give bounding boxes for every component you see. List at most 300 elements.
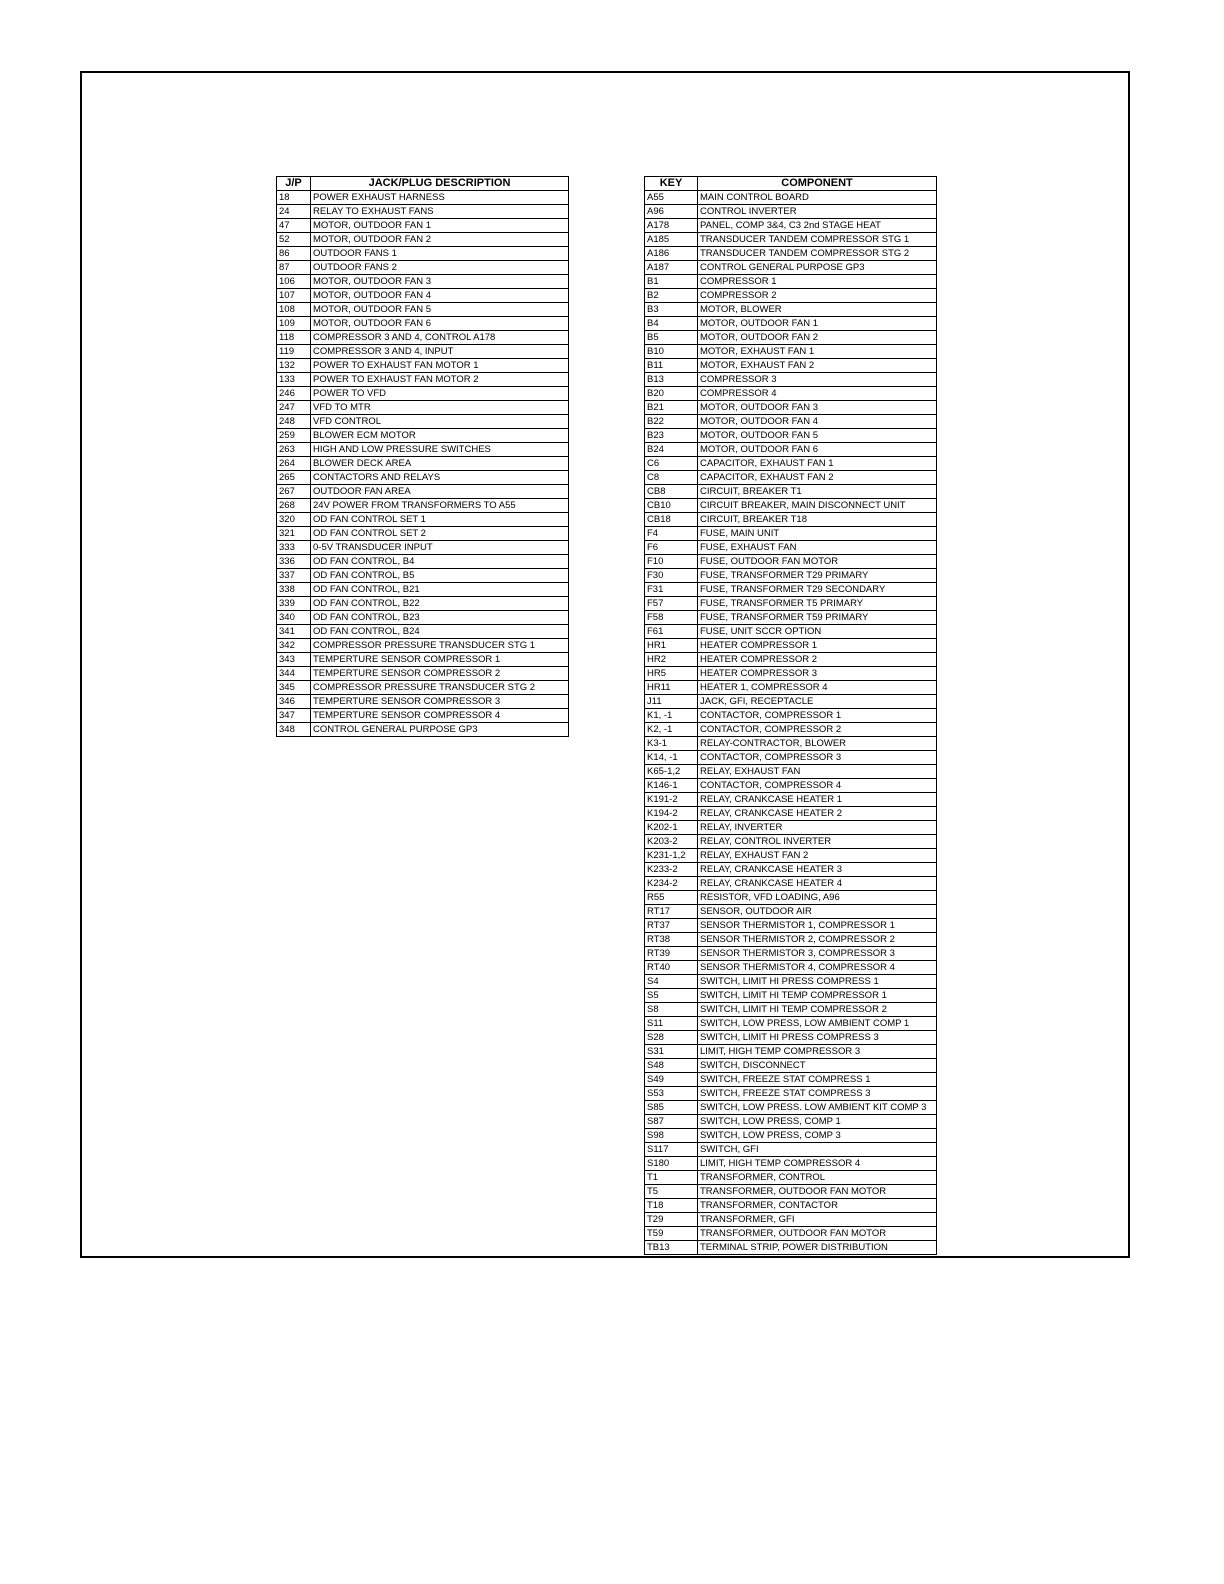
component-key-cell: A186: [645, 247, 698, 261]
component-key-cell: F31: [645, 583, 698, 597]
component-row: [645, 233, 937, 247]
jp-number-cell: 106: [277, 275, 311, 289]
component-row: [645, 905, 937, 919]
jack-plug-row: [277, 331, 569, 345]
component-key-cell: B23: [645, 429, 698, 443]
component-key-cell: T18: [645, 1199, 698, 1213]
component-key-cell: TB13: [645, 1241, 698, 1255]
component-key-cell: HR5: [645, 667, 698, 681]
component-key-cell: CB18: [645, 513, 698, 527]
component-key-cell: HR11: [645, 681, 698, 695]
jack-plug-description-cell: BLOWER ECM MOTOR: [311, 429, 569, 443]
component-description-cell: TRANSDUCER TANDEM COMPRESSOR STG 1: [698, 233, 937, 247]
component-row: [645, 429, 937, 443]
component-key-cell: S53: [645, 1087, 698, 1101]
component-description-cell: CONTACTOR, COMPRESSOR 3: [698, 751, 937, 765]
component-description-cell: COMPRESSOR 1: [698, 275, 937, 289]
component-key-cell: F4: [645, 527, 698, 541]
component-row: [645, 1003, 937, 1017]
jack-plug-row: [277, 191, 569, 205]
component-key-cell: B22: [645, 415, 698, 429]
jack-plug-description-cell: POWER TO EXHAUST FAN MOTOR 2: [311, 373, 569, 387]
jp-number-cell: 259: [277, 429, 311, 443]
jack-plug-description-cell: OUTDOOR FANS 2: [311, 261, 569, 275]
component-description-cell: CONTACTOR, COMPRESSOR 2: [698, 723, 937, 737]
component-key-cell: R55: [645, 891, 698, 905]
component-description-cell: SWITCH, LOW PRESS. LOW AMBIENT KIT COMP 3: [698, 1101, 937, 1115]
component-key-cell: F30: [645, 569, 698, 583]
jp-number-cell: 132: [277, 359, 311, 373]
component-row: [645, 555, 937, 569]
component-description-cell: JACK, GFI, RECEPTACLE: [698, 695, 937, 709]
component-description-cell: CONTACTOR, COMPRESSOR 1: [698, 709, 937, 723]
component-description-cell: MOTOR, OUTDOOR FAN 2: [698, 331, 937, 345]
jp-number-cell: 340: [277, 611, 311, 625]
component-description-cell: RELAY, CRANKCASE HEATER 4: [698, 877, 937, 891]
component-row: [645, 919, 937, 933]
jp-number-cell: 264: [277, 457, 311, 471]
component-row: [645, 1185, 937, 1199]
component-key-cell: HR2: [645, 653, 698, 667]
component-description-cell: RELAY, EXHAUST FAN: [698, 765, 937, 779]
component-key-cell: RT38: [645, 933, 698, 947]
component-row: [645, 499, 937, 513]
jack-plug-row: [277, 457, 569, 471]
component-description-cell: CIRCUIT BREAKER, MAIN DISCONNECT UNIT: [698, 499, 937, 513]
component-description-cell: FUSE, MAIN UNIT: [698, 527, 937, 541]
component-description-cell: SWITCH, DISCONNECT: [698, 1059, 937, 1073]
component-description-cell: RELAY, EXHAUST FAN 2: [698, 849, 937, 863]
component-row: [645, 359, 937, 373]
component-key-cell: F10: [645, 555, 698, 569]
component-row: [645, 723, 937, 737]
jack-plug-description-cell: MOTOR, OUTDOOR FAN 4: [311, 289, 569, 303]
jack-plug-table: [276, 176, 569, 737]
component-description-cell: SWITCH, LIMIT HI TEMP COMPRESSOR 1: [698, 989, 937, 1003]
component-key-cell: B24: [645, 443, 698, 457]
component-row: [645, 191, 937, 205]
component-description-cell: HEATER COMPRESSOR 1: [698, 639, 937, 653]
component-row: [645, 1199, 937, 1213]
jp-number-cell: 267: [277, 485, 311, 499]
component-row: [645, 835, 937, 849]
jp-number-cell: 337: [277, 569, 311, 583]
component-row: [645, 653, 937, 667]
component-description-cell: FUSE, EXHAUST FAN: [698, 541, 937, 555]
component-row: [645, 415, 937, 429]
jack-plug-row: [277, 541, 569, 555]
component-key-cell: CB10: [645, 499, 698, 513]
jack-plug-row: [277, 415, 569, 429]
jack-plug-row: [277, 261, 569, 275]
component-row: [645, 961, 937, 975]
jack-plug-description-cell: OD FAN CONTROL SET 2: [311, 527, 569, 541]
jack-plug-description-cell: MOTOR, OUTDOOR FAN 5: [311, 303, 569, 317]
component-description-cell: TRANSFORMER, CONTACTOR: [698, 1199, 937, 1213]
component-key-cell: B3: [645, 303, 698, 317]
component-row: [645, 1213, 937, 1227]
jack-plug-row: [277, 667, 569, 681]
jack-plug-row: [277, 485, 569, 499]
component-description-cell: TRANSFORMER, GFI: [698, 1213, 937, 1227]
component-key-cell: B21: [645, 401, 698, 415]
component-description-cell: CAPACITOR, EXHAUST FAN 1: [698, 457, 937, 471]
component-description-cell: FUSE, TRANSFORMER T59 PRIMARY: [698, 611, 937, 625]
jack-plug-description-cell: HIGH AND LOW PRESSURE SWITCHES: [311, 443, 569, 457]
jp-number-cell: 339: [277, 597, 311, 611]
jp-number-cell: 18: [277, 191, 311, 205]
jp-number-cell: 52: [277, 233, 311, 247]
component-description-cell: TRANSFORMER, CONTROL: [698, 1171, 937, 1185]
component-row: [645, 1087, 937, 1101]
jack-plug-row: [277, 597, 569, 611]
jp-number-cell: 348: [277, 723, 311, 737]
component-key-cell: B1: [645, 275, 698, 289]
component-row: [645, 317, 937, 331]
component-key-cell: S28: [645, 1031, 698, 1045]
component-description-cell: RELAY-CONTRACTOR, BLOWER: [698, 737, 937, 751]
component-row: [645, 1241, 937, 1255]
component-description-cell: SWITCH, LOW PRESS, COMP 1: [698, 1115, 937, 1129]
component-row: [645, 457, 937, 471]
component-description-cell: CIRCUIT, BREAKER T1: [698, 485, 937, 499]
component-description-cell: SENSOR THERMISTOR 1, COMPRESSOR 1: [698, 919, 937, 933]
component-row: [645, 639, 937, 653]
component-key-cell: S48: [645, 1059, 698, 1073]
jack-plug-row: [277, 401, 569, 415]
jack-plug-description-cell: MOTOR, OUTDOOR FAN 2: [311, 233, 569, 247]
component-key-cell: S11: [645, 1017, 698, 1031]
jp-number-cell: 344: [277, 667, 311, 681]
component-row: [645, 541, 937, 555]
component-key-cell: B13: [645, 373, 698, 387]
component-key-cell: RT37: [645, 919, 698, 933]
component-description-cell: FUSE, TRANSFORMER T5 PRIMARY: [698, 597, 937, 611]
component-key-cell: S117: [645, 1143, 698, 1157]
component-key-cell: B5: [645, 331, 698, 345]
component-row: [645, 345, 937, 359]
jack-plug-row: [277, 723, 569, 737]
jp-number-cell: 107: [277, 289, 311, 303]
jack-plug-row: [277, 275, 569, 289]
component-description-cell: SWITCH, LOW PRESS, COMP 3: [698, 1129, 937, 1143]
component-key-cell: K2, -1: [645, 723, 698, 737]
component-row: [645, 667, 937, 681]
component-row: [645, 681, 937, 695]
component-row: [645, 289, 937, 303]
jack-plug-description-column-header: JACK/PLUG DESCRIPTION: [311, 177, 569, 191]
jack-plug-description-cell: TEMPERTURE SENSOR COMPRESSOR 2: [311, 667, 569, 681]
jack-plug-description-cell: OUTDOOR FAN AREA: [311, 485, 569, 499]
component-row: [645, 1031, 937, 1045]
jp-number-cell: 320: [277, 513, 311, 527]
component-key-cell: B2: [645, 289, 698, 303]
component-row: [645, 751, 937, 765]
component-row: [645, 891, 937, 905]
jp-number-cell: 118: [277, 331, 311, 345]
component-key-cell: A178: [645, 219, 698, 233]
jack-plug-row: [277, 219, 569, 233]
component-key-cell: B20: [645, 387, 698, 401]
component-description-cell: RELAY, CRANKCASE HEATER 3: [698, 863, 937, 877]
component-header-row: [645, 177, 937, 191]
component-key-cell: K194-2: [645, 807, 698, 821]
component-key-cell: K233-2: [645, 863, 698, 877]
component-row: [645, 471, 937, 485]
jack-plug-description-cell: MOTOR, OUTDOOR FAN 6: [311, 317, 569, 331]
jp-number-cell: 333: [277, 541, 311, 555]
jack-plug-row: [277, 625, 569, 639]
component-row: [645, 765, 937, 779]
component-key-table: [644, 176, 937, 1255]
jack-plug-description-cell: TEMPERTURE SENSOR COMPRESSOR 4: [311, 709, 569, 723]
component-row: [645, 443, 937, 457]
component-key-cell: T1: [645, 1171, 698, 1185]
component-row: [645, 1143, 937, 1157]
jp-number-cell: 342: [277, 639, 311, 653]
jack-plug-row: [277, 429, 569, 443]
component-key-cell: A187: [645, 261, 698, 275]
jp-number-cell: 338: [277, 583, 311, 597]
jack-plug-description-cell: TEMPERTURE SENSOR COMPRESSOR 3: [311, 695, 569, 709]
component-row: [645, 877, 937, 891]
component-description-cell: SENSOR THERMISTOR 3, COMPRESSOR 3: [698, 947, 937, 961]
component-key-cell: F57: [645, 597, 698, 611]
component-description-cell: FUSE, OUTDOOR FAN MOTOR: [698, 555, 937, 569]
component-key-cell: F58: [645, 611, 698, 625]
jp-number-cell: 133: [277, 373, 311, 387]
jack-plug-row: [277, 317, 569, 331]
component-description-cell: MOTOR, OUTDOOR FAN 3: [698, 401, 937, 415]
jack-plug-row: [277, 289, 569, 303]
jack-plug-description-cell: OD FAN CONTROL, B24: [311, 625, 569, 639]
component-key-cell: S85: [645, 1101, 698, 1115]
component-key-cell: K231-1,2: [645, 849, 698, 863]
component-description-cell: MOTOR, OUTDOOR FAN 6: [698, 443, 937, 457]
component-key-cell: K1, -1: [645, 709, 698, 723]
jack-plug-description-cell: COMPRESSOR PRESSURE TRANSDUCER STG 1: [311, 639, 569, 653]
jack-plug-row: [277, 611, 569, 625]
component-key-cell: S49: [645, 1073, 698, 1087]
jack-plug-description-cell: COMPRESSOR 3 AND 4, INPUT: [311, 345, 569, 359]
component-description-cell: CIRCUIT, BREAKER T18: [698, 513, 937, 527]
jack-plug-description-cell: OD FAN CONTROL, B21: [311, 583, 569, 597]
component-row: [645, 527, 937, 541]
component-key-cell: T59: [645, 1227, 698, 1241]
component-description-cell: RELAY, CRANKCASE HEATER 1: [698, 793, 937, 807]
component-row: [645, 401, 937, 415]
component-table-body: [645, 191, 937, 1255]
component-description-cell: MOTOR, OUTDOOR FAN 5: [698, 429, 937, 443]
component-row: [645, 695, 937, 709]
component-description-cell: SENSOR THERMISTOR 4, COMPRESSOR 4: [698, 961, 937, 975]
jack-plug-description-cell: OD FAN CONTROL, B5: [311, 569, 569, 583]
component-key-cell: RT17: [645, 905, 698, 919]
component-row: [645, 1101, 937, 1115]
jack-plug-row: [277, 303, 569, 317]
component-key-cell: K191-2: [645, 793, 698, 807]
component-key-cell: S8: [645, 1003, 698, 1017]
jack-plug-description-cell: CONTROL GENERAL PURPOSE GP3: [311, 723, 569, 737]
jack-plug-row: [277, 555, 569, 569]
component-key-cell: F6: [645, 541, 698, 555]
component-row: [645, 821, 937, 835]
component-key-cell: T29: [645, 1213, 698, 1227]
component-row: [645, 261, 937, 275]
jp-column-header: J/P: [277, 177, 311, 191]
jack-plug-description-cell: COMPRESSOR 3 AND 4, CONTROL A178: [311, 331, 569, 345]
component-key-cell: B10: [645, 345, 698, 359]
component-row: [645, 219, 937, 233]
jack-plug-row: [277, 695, 569, 709]
jp-number-cell: 268: [277, 499, 311, 513]
jack-plug-table-body: [277, 191, 569, 737]
jack-plug-description-cell: VFD TO MTR: [311, 401, 569, 415]
jack-plug-description-cell: CONTACTORS AND RELAYS: [311, 471, 569, 485]
jp-number-cell: 336: [277, 555, 311, 569]
jack-plug-row: [277, 583, 569, 597]
jack-plug-description-cell: BLOWER DECK AREA: [311, 457, 569, 471]
jp-number-cell: 248: [277, 415, 311, 429]
component-row: [645, 1157, 937, 1171]
component-description-cell: SWITCH, FREEZE STAT COMPRESS 1: [698, 1073, 937, 1087]
component-row: [645, 1059, 937, 1073]
jack-plug-description-cell: TEMPERTURE SENSOR COMPRESSOR 1: [311, 653, 569, 667]
component-column-header: COMPONENT: [698, 177, 937, 191]
component-description-cell: SENSOR, OUTDOOR AIR: [698, 905, 937, 919]
component-key-cell: K3-1: [645, 737, 698, 751]
component-row: [645, 569, 937, 583]
jack-plug-row: [277, 443, 569, 457]
key-column-header: KEY: [645, 177, 698, 191]
component-row: [645, 1129, 937, 1143]
component-description-cell: CAPACITOR, EXHAUST FAN 2: [698, 471, 937, 485]
jp-number-cell: 265: [277, 471, 311, 485]
jack-plug-row: [277, 513, 569, 527]
component-row: [645, 975, 937, 989]
component-row: [645, 989, 937, 1003]
jp-number-cell: 341: [277, 625, 311, 639]
jack-plug-row: [277, 681, 569, 695]
component-row: [645, 1115, 937, 1129]
component-description-cell: RELAY, INVERTER: [698, 821, 937, 835]
component-key-cell: K203-2: [645, 835, 698, 849]
component-description-cell: FUSE, UNIT SCCR OPTION: [698, 625, 937, 639]
component-key-cell: K65-1,2: [645, 765, 698, 779]
jack-plug-description-cell: OUTDOOR FANS 1: [311, 247, 569, 261]
jp-number-cell: 86: [277, 247, 311, 261]
component-row: [645, 709, 937, 723]
component-key-cell: S4: [645, 975, 698, 989]
component-description-cell: RELAY, CONTROL INVERTER: [698, 835, 937, 849]
component-description-cell: MOTOR, EXHAUST FAN 2: [698, 359, 937, 373]
component-key-cell: J11: [645, 695, 698, 709]
component-description-cell: SWITCH, LOW PRESS, LOW AMBIENT COMP 1: [698, 1017, 937, 1031]
jack-plug-header-row: [277, 177, 569, 191]
component-description-cell: CONTACTOR, COMPRESSOR 4: [698, 779, 937, 793]
jack-plug-description-cell: OD FAN CONTROL, B23: [311, 611, 569, 625]
page-frame: [80, 71, 1130, 1258]
component-key-cell: K234-2: [645, 877, 698, 891]
component-row: [645, 1045, 937, 1059]
component-key-cell: K14, -1: [645, 751, 698, 765]
component-description-cell: TERMINAL STRIP, POWER DISTRIBUTION: [698, 1241, 937, 1255]
component-row: [645, 1227, 937, 1241]
component-description-cell: MOTOR, EXHAUST FAN 1: [698, 345, 937, 359]
jp-number-cell: 346: [277, 695, 311, 709]
jp-number-cell: 24: [277, 205, 311, 219]
component-key-cell: C6: [645, 457, 698, 471]
jack-plug-row: [277, 233, 569, 247]
component-description-cell: HEATER 1, COMPRESSOR 4: [698, 681, 937, 695]
jack-plug-description-cell: MOTOR, OUTDOOR FAN 1: [311, 219, 569, 233]
component-key-cell: S180: [645, 1157, 698, 1171]
component-key-cell: A55: [645, 191, 698, 205]
component-row: [645, 275, 937, 289]
component-row: [645, 625, 937, 639]
component-description-cell: COMPRESSOR 4: [698, 387, 937, 401]
component-row: [645, 597, 937, 611]
jack-plug-row: [277, 205, 569, 219]
component-key-cell: A185: [645, 233, 698, 247]
component-description-cell: TRANSFORMER, OUTDOOR FAN MOTOR: [698, 1227, 937, 1241]
component-description-cell: FUSE, TRANSFORMER T29 PRIMARY: [698, 569, 937, 583]
jack-plug-description-cell: POWER TO VFD: [311, 387, 569, 401]
component-key-cell: A96: [645, 205, 698, 219]
component-key-cell: B4: [645, 317, 698, 331]
component-description-cell: LIMIT, HIGH TEMP COMPRESSOR 3: [698, 1045, 937, 1059]
component-description-cell: TRANSFORMER, OUTDOOR FAN MOTOR: [698, 1185, 937, 1199]
component-description-cell: LIMIT, HIGH TEMP COMPRESSOR 4: [698, 1157, 937, 1171]
jack-plug-row: [277, 359, 569, 373]
component-row: [645, 1073, 937, 1087]
component-row: [645, 303, 937, 317]
jp-number-cell: 263: [277, 443, 311, 457]
component-row: [645, 1171, 937, 1185]
component-key-cell: F61: [645, 625, 698, 639]
jp-number-cell: 87: [277, 261, 311, 275]
component-row: [645, 247, 937, 261]
component-key-cell: T5: [645, 1185, 698, 1199]
jp-number-cell: 247: [277, 401, 311, 415]
jack-plug-description-cell: 24V POWER FROM TRANSFORMERS TO A55: [311, 499, 569, 513]
jp-number-cell: 119: [277, 345, 311, 359]
component-key-cell: CB8: [645, 485, 698, 499]
jp-number-cell: 345: [277, 681, 311, 695]
jack-plug-description-cell: MOTOR, OUTDOOR FAN 3: [311, 275, 569, 289]
component-row: [645, 793, 937, 807]
jack-plug-description-cell: COMPRESSOR PRESSURE TRANSDUCER STG 2: [311, 681, 569, 695]
component-description-cell: SWITCH, LIMIT HI PRESS COMPRESS 1: [698, 975, 937, 989]
component-key-cell: RT40: [645, 961, 698, 975]
component-key-cell: HR1: [645, 639, 698, 653]
jack-plug-row: [277, 527, 569, 541]
jack-plug-row: [277, 373, 569, 387]
component-description-cell: SENSOR THERMISTOR 2, COMPRESSOR 2: [698, 933, 937, 947]
jack-plug-description-cell: 0-5V TRANSDUCER INPUT: [311, 541, 569, 555]
component-description-cell: HEATER COMPRESSOR 2: [698, 653, 937, 667]
component-description-cell: FUSE, TRANSFORMER T29 SECONDARY: [698, 583, 937, 597]
jp-number-cell: 321: [277, 527, 311, 541]
component-key-cell: S5: [645, 989, 698, 1003]
component-row: [645, 205, 937, 219]
jp-number-cell: 108: [277, 303, 311, 317]
component-description-cell: SWITCH, LIMIT HI PRESS COMPRESS 3: [698, 1031, 937, 1045]
jp-number-cell: 246: [277, 387, 311, 401]
jack-plug-row: [277, 471, 569, 485]
component-description-cell: SWITCH, FREEZE STAT COMPRESS 3: [698, 1087, 937, 1101]
jack-plug-description-cell: OD FAN CONTROL, B22: [311, 597, 569, 611]
